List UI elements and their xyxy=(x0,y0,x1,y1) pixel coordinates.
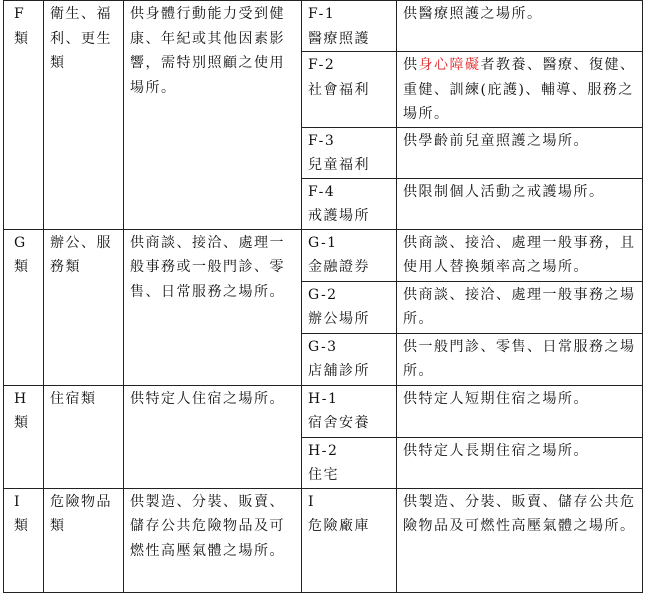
usage-cell: 供製造、分裝、販賣、儲存公共危險物品及可燃性高壓氣體之場所。 xyxy=(397,488,643,592)
type-cell: 衛生、福利、更生類 xyxy=(44,1,124,230)
subcode: H-2 xyxy=(308,442,339,459)
category-cell xyxy=(4,385,44,488)
usage-text: 者教養、醫療、復健、重健、訓練(庇護)、輔導、服務之場所。 xyxy=(403,57,636,122)
category-letter: I xyxy=(14,493,22,510)
subcode: G-3 xyxy=(308,338,338,355)
usage-cell: 供一般門診、零售、日常服務之場所。 xyxy=(397,333,643,385)
subcode-cell xyxy=(302,178,397,229)
table-row xyxy=(4,385,643,437)
table-row xyxy=(4,229,643,281)
subcode: G-2 xyxy=(308,286,338,303)
subname: 兒童福利 xyxy=(308,157,370,173)
subcode: F-2 xyxy=(308,57,336,73)
definition-cell: 供商談、接洽、處理一般事務或一般門診、零售、日常服務之場所。 xyxy=(124,229,302,385)
subcode-cell xyxy=(302,1,397,52)
category-suffix: 類 xyxy=(14,259,30,275)
highlighted-text: 身心障礙 xyxy=(418,57,481,73)
subcode: F-3 xyxy=(308,132,336,149)
category-cell xyxy=(4,488,44,592)
definition-cell: 供身體行動能力受到健康、年紀或其他因素影響，需特別照顧之使用場所。 xyxy=(124,1,302,230)
subname: 店舖診所 xyxy=(308,363,370,379)
subcode-cell xyxy=(302,488,397,592)
subcode: I xyxy=(308,493,316,510)
usage-cell: 供特定人短期住宿之場所。 xyxy=(397,385,643,437)
subname: 醫療照護 xyxy=(308,30,370,47)
subname: 金融證券 xyxy=(308,259,370,275)
type-cell: 住宿類 xyxy=(44,385,124,488)
type-cell: 辦公、服務類 xyxy=(44,229,124,385)
subcode-cell xyxy=(302,52,397,128)
subname: 社會福利 xyxy=(308,81,370,98)
subcode: F-4 xyxy=(308,183,336,200)
subname: 戒護場所 xyxy=(308,208,370,224)
subcode-cell xyxy=(302,281,397,333)
type-cell: 危險物品類 xyxy=(44,488,124,592)
classification-table xyxy=(3,0,643,593)
subcode-cell xyxy=(302,437,397,488)
definition-cell: 供製造、分裝、販賣、儲存公共危險物品及可燃性高壓氣體之場所。 xyxy=(124,488,302,592)
category-letter: G xyxy=(14,234,27,251)
usage-cell: 供醫療照護之場所。 xyxy=(397,1,643,52)
subcode-cell xyxy=(302,333,397,385)
usage-cell: 供特定人長期住宿之場所。 xyxy=(397,437,643,488)
category-suffix: 類 xyxy=(14,518,30,534)
subname: 住宅 xyxy=(308,467,339,483)
usage-cell: 供限制個人活動之戒護場所。 xyxy=(397,178,643,229)
definition-cell: 供特定人住宿之場所。 xyxy=(124,385,302,488)
subcode-cell xyxy=(302,229,397,281)
subcode: F-1 xyxy=(308,6,336,22)
subcode-cell xyxy=(302,127,397,178)
subcode: G-1 xyxy=(308,234,338,251)
category-suffix: 類 xyxy=(14,415,30,431)
subcode-cell xyxy=(302,385,397,437)
subcode: H-1 xyxy=(308,390,339,407)
category-cell xyxy=(4,229,44,385)
usage-cell xyxy=(397,52,643,128)
usage-cell: 供學齡前兒童照護之場所。 xyxy=(397,127,643,178)
subname: 危險廠庫 xyxy=(308,518,370,534)
table-row xyxy=(4,1,643,52)
category-cell xyxy=(4,1,44,230)
building-use-classification-document xyxy=(3,0,642,593)
category-letter: H xyxy=(14,390,28,407)
category-suffix: 類 xyxy=(14,30,30,47)
category-letter: F xyxy=(14,6,26,22)
usage-cell: 供商談、接洽、處理一般事務，且使用人替換頻率高之場所。 xyxy=(397,229,643,281)
subname: 宿舍安養 xyxy=(308,415,370,431)
usage-cell: 供商談、接洽、處理一般事務之場所。 xyxy=(397,281,643,333)
table-row xyxy=(4,488,643,592)
subname: 辦公場所 xyxy=(308,311,370,327)
usage-text: 供 xyxy=(403,57,419,73)
